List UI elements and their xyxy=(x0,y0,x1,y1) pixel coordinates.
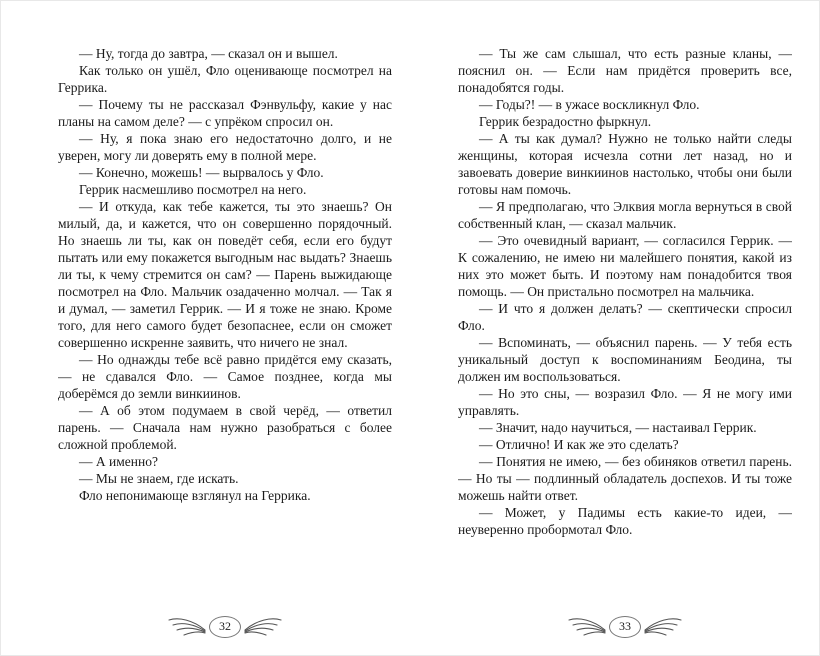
paragraph: Как только он ушёл, Фло оценивающе посмотрел на Геррика. xyxy=(58,63,392,95)
page-left-text xyxy=(58,45,392,609)
paragraph: — Мы не знаем, где искать. xyxy=(79,471,239,486)
paragraph: — Но это сны, — возразил Фло. — Я не могу ими управлять. xyxy=(458,386,792,418)
paragraph: — И что я должен делать? — скептически спросил Фло. xyxy=(458,301,792,333)
spread-columns xyxy=(58,45,792,645)
paragraph: — Почему ты не рассказал Фэнвульфу, какие у нас планы на самом деле? — с упрёком спросил он. xyxy=(58,97,392,129)
paragraph: — Но однажды тебе всё равно придётся ему сказать, — не сдавался Фло. — Самое позднее, когда мы доберёмся до земли винкиинов. xyxy=(58,352,392,401)
page-number-left: 32 xyxy=(209,616,241,638)
paragraph: Фло непонимающе взглянул на Геррика. xyxy=(79,488,311,503)
page-number-right: 33 xyxy=(609,616,641,638)
wing-right-icon xyxy=(243,616,283,638)
paragraph: — Вспоминать, — объяснил парень. — У тебя есть уникальный доступ к воспоминаниям Беодина, ты должен им воспользоваться. xyxy=(458,335,792,384)
paragraph: Геррик насмешливо посмотрел на него. xyxy=(79,182,307,197)
page-left-folio-ornament xyxy=(58,609,392,645)
paragraph: — Понятия не имею, — без обиняков ответил парень. — Но ты — подлинный обладатель доспехов. И ты тоже можешь найти ответ. xyxy=(458,454,792,503)
paragraph: — И откуда, как тебе кажется, ты это знаешь? Он милый, да, и кажется, что он совершенно порядочный. Но знаешь ли ты, как он поведёт себя, если его будут пытать или ему покажется выгодным нас выдать? Знаешь ли ты, к чему стремится он сам? — Парень выжидающе посмотрел на Фло. Мальчик озадаченно молчал. — Так я и думал, — заметил Геррик. — И я тоже не знаю. Кроме того, для него самого будет безопаснее, если он сможет совершенно искренне заявить, что ничего не знал. xyxy=(58,199,392,350)
page-left xyxy=(58,45,392,645)
paragraph: Геррик безрадостно фыркнул. xyxy=(479,114,652,129)
page-right-text xyxy=(458,45,792,609)
paragraph: — А именно? xyxy=(79,454,158,469)
wing-left-icon xyxy=(167,616,207,638)
paragraph: — Ну, я пока знаю его недостаточно долго, и не уверен, могу ли доверять ему в полной мере. xyxy=(58,131,392,163)
paragraph: — Ты же сам слышал, что есть разные кланы, — пояснил он. — Если нам придётся проверить все, понадобятся годы. xyxy=(458,46,792,95)
paragraph: — А ты как думал? Нужно не только найти следы женщины, которая исчезла сотни лет назад, но и завоевать доверие винкиинов настолько, чтобы они были готовы нам помочь. xyxy=(458,131,792,197)
paragraph: — А об этом подумаем в свой черёд, — ответил парень. — Сначала нам нужно разобраться с более сложной проблемой. xyxy=(58,403,392,452)
paragraph: — Отлично! И как же это сделать? xyxy=(479,437,679,452)
paragraph: — Это очевидный вариант, — согласился Геррик. — К сожалению, не имею ни малейшего понятия, какой из них это может быть. И поэтому нам понадобится твоя помощь. — Он пристально посмотрел на мальчика. xyxy=(458,233,792,299)
paragraph: — Может, у Падимы есть какие-то идеи, — неуверенно пробормотал Фло. xyxy=(458,505,792,537)
paragraph: — Ну, тогда до завтра, — сказал он и вышел. xyxy=(79,46,338,61)
paragraph: — Значит, надо научиться, — настаивал Геррик. xyxy=(479,420,757,435)
paragraph: — Я предполагаю, что Элквия могла вернуться в свой собственный клан, — сказал мальчик. xyxy=(458,199,792,231)
wing-left-icon xyxy=(567,616,607,638)
paragraph: — Годы?! — в ужасе воскликнул Фло. xyxy=(479,97,700,112)
page-right-folio-ornament xyxy=(458,609,792,645)
wing-right-icon xyxy=(643,616,683,638)
page-right xyxy=(458,45,792,645)
paragraph: — Конечно, можешь! — вырвалось у Фло. xyxy=(79,165,324,180)
